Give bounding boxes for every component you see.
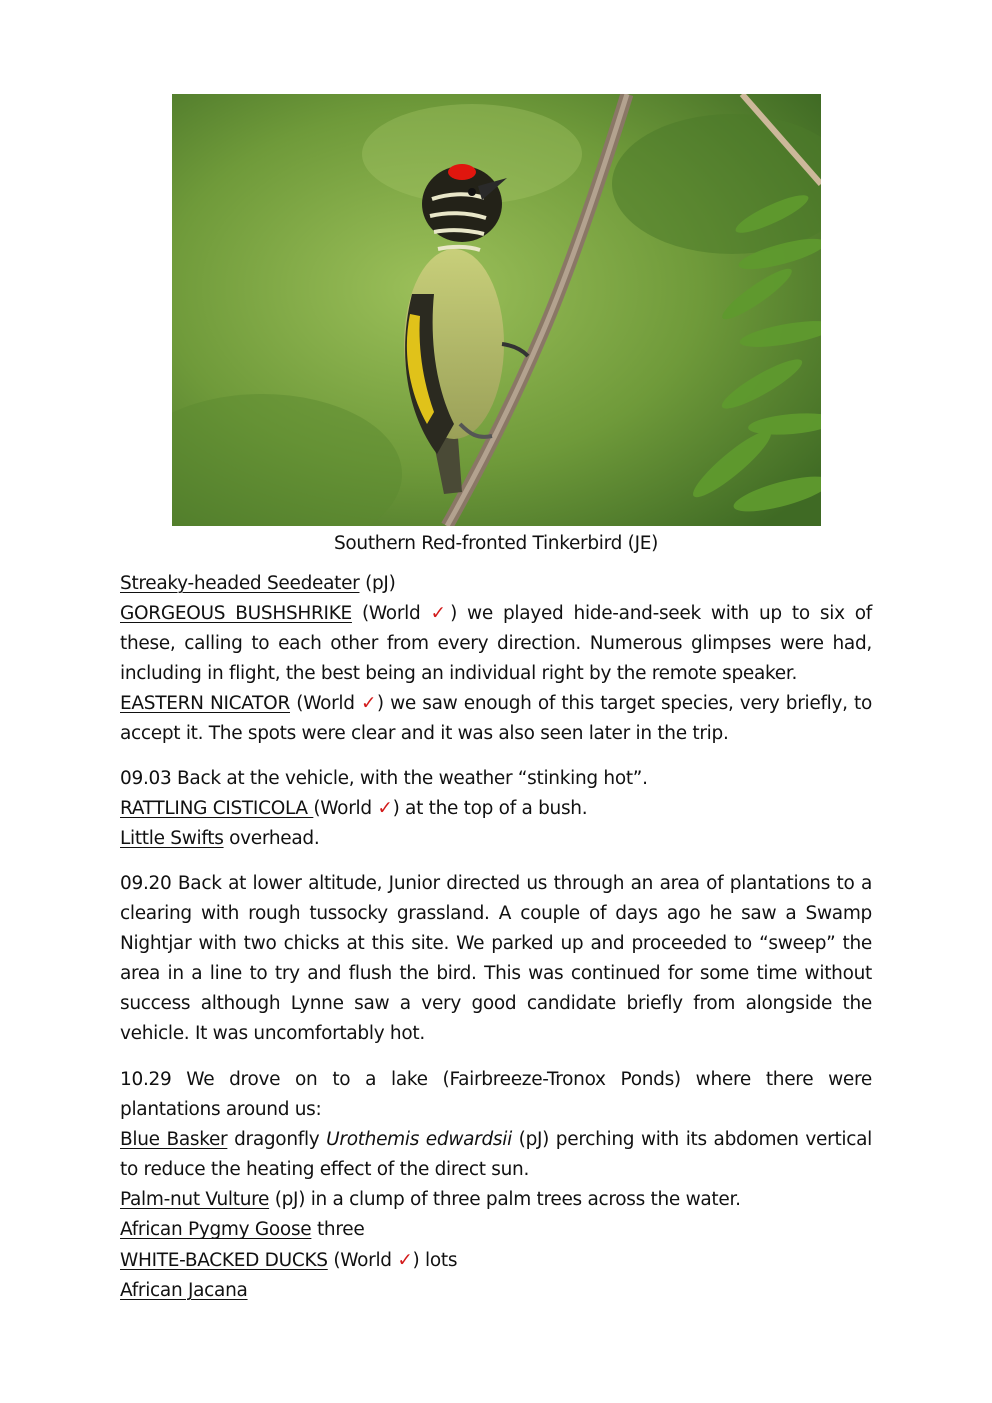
line-1029: 10.29 We drove on to a lake (Fairbreeze-Tronox Ponds) where there were plantations around us: [120,1069,872,1121]
nightjar-paragraph: 09.20 Back at lower altitude, Junior directed us through an area of plantations to a clearing with rough tussocky grassland. A couple of days ago he saw a Swamp Nightjar with two chicks at this site. We parked up and proceeded to “sweep” the area in a line to try and flush the bird. This was continued for some time without success although Lynne saw a very good candidate briefly from alongside the vehicle. It was uncomfortably hot. [120,873,872,1045]
check-icon: ✓ [430,603,451,625]
species-pygmy-goose: African Pygmy Goose [120,1219,312,1241]
paragraph-0903 [120,764,872,854]
species-bushshrike: GORGEOUS BUSHSHRIKE [120,603,352,625]
line-swifts [120,824,872,854]
species-blue-basker: Blue Basker [120,1129,228,1151]
cisticola-pre: (World [313,798,378,820]
basker-mid: dragonfly [227,1129,327,1151]
paragraph-1029 [120,1065,872,1306]
latin-name: Urothemis edwardsii [326,1129,512,1151]
check-icon: ✓ [361,693,377,715]
nicator-text: ) we saw enough of this target species, very briefly, to accept it. The spots were clear and it was also seen later in the trip. [120,693,872,745]
bird-photo [172,94,821,526]
line-seedeater [120,569,872,599]
paragraph-0920 [120,869,872,1050]
line-ducks [120,1246,872,1276]
tinkerbird-illustration [172,94,821,526]
species-cisticola: RATTLING CISTICOLA [120,798,314,820]
species-palm-nut-vulture: Palm-nut Vulture [120,1189,270,1211]
line-pygmy-goose [120,1215,872,1245]
ducks-pre: (World [327,1249,398,1271]
nicator-pre: (World [290,693,361,715]
paragraph-species-1 [120,569,872,750]
bushshrike-pre: (World [351,603,431,625]
photo-caption: Southern Red-fronted Tinkerbird (JE) [333,533,659,554]
line-blue-basker [120,1125,872,1185]
species-african-jacana: African Jacana [120,1279,248,1301]
ducks-text: ) lots [412,1249,458,1271]
line-nicator [120,689,872,749]
bushshrike-text: ) we played hide-and-seek with up to six of these, calling to each other from every direction. Numerous glimpses were had, including in flight, the best being an individual right by the remote speaker. [120,603,872,685]
line-cisticola [120,794,872,824]
line-bushshrike [120,599,872,689]
basker-text: (pJ) perching with its abdomen vertical to reduce the heating effect of the direct sun. [120,1129,872,1181]
swifts-text: overhead. [223,828,320,850]
species-seedeater: Streaky-headed Seedeater [120,573,360,594]
line-0903: 09.03 Back at the vehicle, with the weather “stinking hot”. [120,768,648,789]
check-icon: ✓ [397,1249,413,1271]
check-icon: ✓ [377,798,393,820]
vulture-text: (pJ) in a clump of three palm trees across the water. [269,1189,741,1211]
species-nicator: EASTERN NICATOR [120,693,290,715]
line-vulture [120,1185,872,1215]
seedeater-note: (pJ) [359,573,396,594]
species-little-swifts: Little Swifts [120,828,224,850]
goose-text: three [311,1219,365,1241]
species-white-backed-ducks: WHITE-BACKED DUCKS [120,1249,328,1271]
line-jacana [120,1276,872,1306]
cisticola-text: ) at the top of a bush. [392,798,588,820]
